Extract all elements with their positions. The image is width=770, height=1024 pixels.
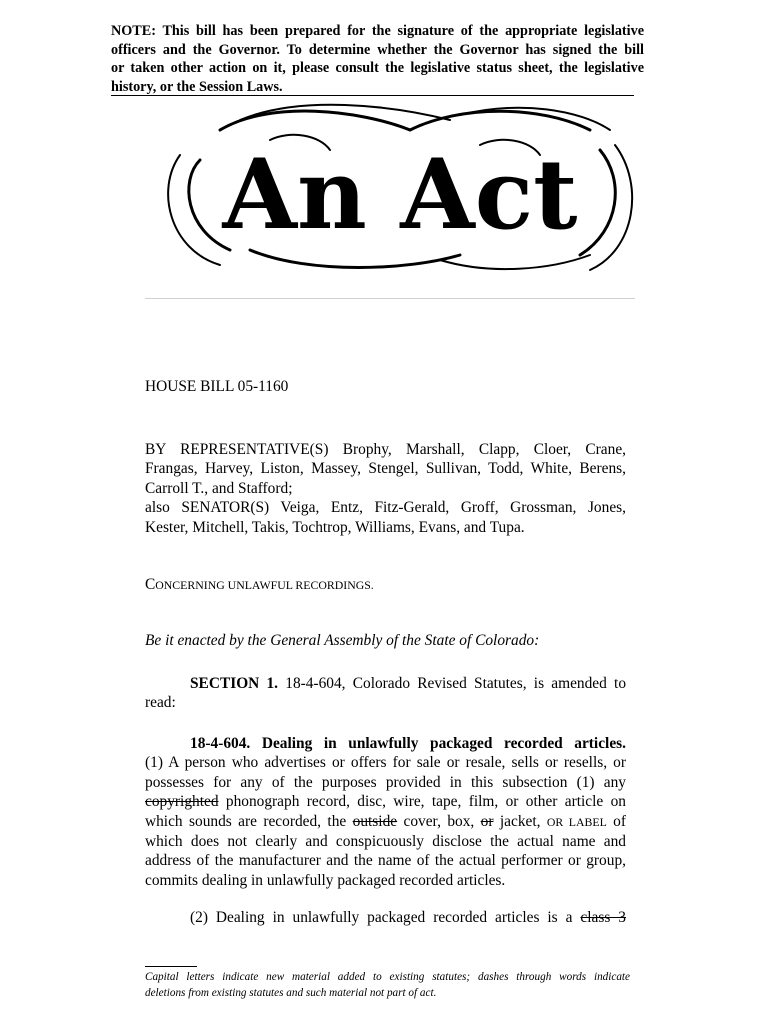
section-line: [145, 792, 626, 811]
footnote-line: deletions from existing statutes and such material not part of act.: [145, 986, 437, 999]
section-heading: 18-4-604. Dealing in unlawfully packaged recorded articles.: [190, 735, 626, 752]
section-line: which does not clearly and conspicuously disclose the actual name and: [145, 833, 626, 851]
note-line: officers and the Governor. To determine whether the Governor has signed the bill: [111, 41, 644, 58]
subsection-2-text: (2) Dealing in unlawfully packaged recorded articles is a: [190, 909, 581, 926]
struck-text: outside: [352, 812, 398, 830]
section-18-4-604: [145, 734, 626, 890]
section-text: of: [606, 812, 627, 830]
signature-note: [111, 22, 644, 96]
logo-divider: [145, 298, 635, 299]
section-1-text: 18-4-604, Colorado Revised Statutes, is amended to: [278, 675, 627, 692]
section-line: [145, 812, 626, 832]
struck-text: or: [480, 812, 494, 830]
bill-title-rest: ONCERNING UNLAWFUL RECORDINGS.: [155, 578, 374, 592]
note-line: or taken other action on it, please consult the legislative status sheet, the legislative: [111, 60, 644, 76]
footnote-divider: [145, 966, 197, 967]
section-1: [145, 674, 626, 713]
an-act-logo: [160, 100, 640, 280]
sponsors-block: [145, 440, 626, 537]
section-1-label: SECTION 1.: [190, 675, 279, 692]
section-1-line: [145, 674, 626, 693]
sponsors-line: Carroll T., and Stafford;: [145, 479, 293, 497]
bill-number: HOUSE BILL 05-1160: [145, 378, 289, 395]
section-line: address of the manufacturer and the name of the actual performer or group,: [145, 852, 626, 870]
bill-title-initial: C: [145, 576, 156, 593]
note-divider: [111, 95, 634, 96]
section-text: jacket,: [493, 812, 547, 830]
new-material-text: OR LABEL: [546, 814, 607, 829]
logo-text: An Act: [222, 138, 578, 251]
subsection-2-line: [145, 908, 626, 927]
sponsors-line: BY REPRESENTATIVE(S) Brophy, Marshall, Clapp, Cloer, Crane,: [145, 441, 626, 458]
section-text: which sounds are recorded, the: [145, 812, 353, 830]
section-line: (1) A person who advertises or offers for sale or resale, sells or resells, or: [145, 754, 626, 772]
enacting-clause: Be it enacted by the General Assembly of the State of Colorado:: [145, 632, 540, 649]
bill-title: [145, 576, 374, 594]
footnote-line: Capital letters indicate new material added to existing statutes; dashes through words indicate: [145, 971, 630, 983]
sponsors-line: also SENATOR(S) Veiga, Entz, Fitz-Gerald, Groff, Grossman, Jones,: [145, 499, 626, 517]
section-text: phonograph record, disc, wire, tape, film, or other article on: [218, 793, 626, 811]
struck-text: copyrighted: [145, 793, 219, 811]
section-1-line: read:: [145, 694, 176, 712]
subsection-2: [145, 908, 626, 927]
sponsors-line: Kester, Mitchell, Takis, Tochtrop, Williams, Evans, and Tupa.: [145, 518, 525, 536]
note-line: NOTE: This bill has been prepared for the signature of the appropriate legislative: [111, 23, 644, 39]
section-text: cover, box,: [397, 812, 481, 830]
note-line: history, or the Session Laws.: [111, 78, 283, 95]
struck-text: class 3: [580, 909, 626, 926]
footnote: [145, 970, 630, 1001]
section-line: possesses for any of the purposes provided in this subsection (1) any: [145, 773, 626, 791]
section-line: commits dealing in unlawfully packaged recorded articles.: [145, 871, 506, 889]
sponsors-line: Frangas, Harvey, Liston, Massey, Stengel, Sullivan, Todd, White, Berens,: [145, 460, 626, 478]
